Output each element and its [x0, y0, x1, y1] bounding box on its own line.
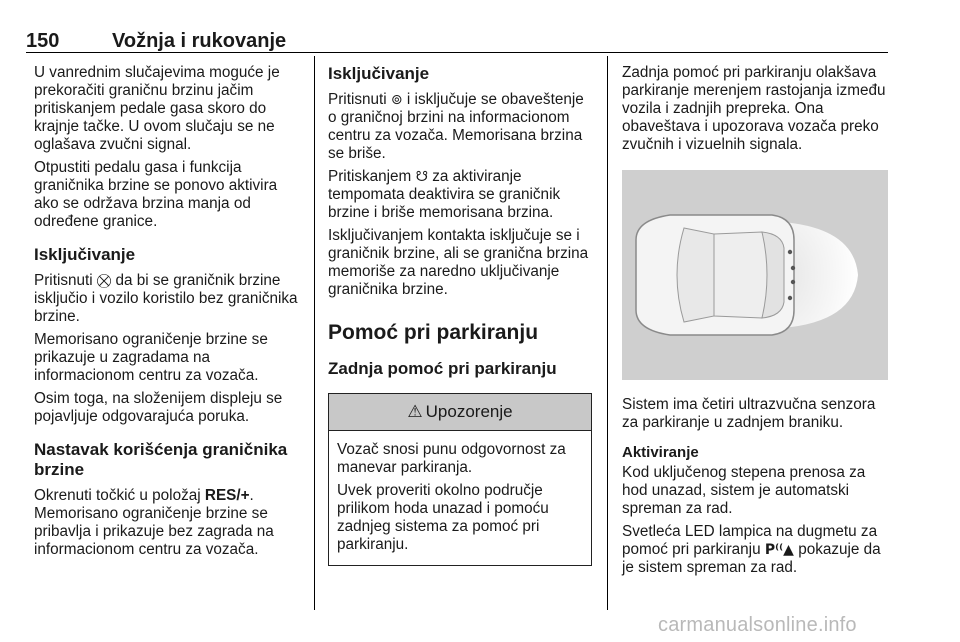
text: .	[249, 487, 254, 504]
warning-body	[329, 431, 591, 565]
paragraph: Vozač snosi punu odgovornost za manevar parkiranja.	[337, 441, 566, 476]
sub-heading: Zadnja pomoć pri parkiranju	[328, 359, 557, 378]
windshield-shape	[677, 228, 714, 322]
paragraph: Kod uključenog stepena prenosa za hod unazad, sistem je automatski spreman za rad.	[622, 464, 866, 517]
column-divider	[607, 56, 608, 610]
text: Okrenuti točkić u položaj	[34, 487, 201, 504]
text: Memorisano ograničenje brzine se pribavlja i prikazuje bez zagrada na informacionom centru za vozača.	[34, 505, 274, 558]
warning-box	[328, 393, 592, 566]
paragraph: Memorisano ograničenje brzine se prikazuje u zagradama na informacionom centru za vozača.	[34, 331, 268, 384]
column-left	[34, 64, 302, 564]
text: za aktiviranje tempomata deaktivira se graničnik brzine i briše memorisana brzina.	[328, 168, 561, 221]
sensor-dot	[788, 250, 792, 254]
cruise-control-icon: ☋	[415, 169, 428, 185]
section-heading: Isključivanje	[328, 64, 430, 83]
limiter-off-icon: ⛒	[96, 273, 112, 289]
column-middle	[328, 64, 592, 566]
sub-heading: Aktiviranje	[622, 444, 699, 461]
car-top-view-illustration	[622, 170, 888, 380]
text: Svetleća LED lampica na dugmetu za pomoć pri parkiranju	[622, 523, 878, 558]
roof-shape	[714, 232, 768, 318]
paragraph	[34, 487, 302, 559]
paragraph	[622, 523, 888, 577]
paragraph	[328, 91, 592, 163]
text: Pritiskanjem	[328, 168, 412, 185]
paragraph: Zadnja pomoć pri parkiranju olakšava parkiranje merenjem rastojanja između vozila i zadnjih prepreka. Ona obaveštava i upozorava vozača preko zvučnih i vizuelnih signala.	[622, 64, 886, 153]
paragraph: Sistem ima četiri ultrazvučna senzora za parkiranje u zadnjem braniku.	[622, 396, 876, 431]
page-title: Vožnja i rukovanje	[112, 30, 287, 52]
parking-assist-icon: P⁽⁽▲	[764, 542, 794, 558]
text: da bi se graničnik brzine isključio i vozilo koristilo bez graničnika brzine.	[34, 272, 298, 325]
sensor-dot	[791, 266, 795, 270]
column-right	[622, 64, 888, 582]
paragraph: Otpustiti pedalu gasa i funkcija graničnika brzine se ponovo aktivira ako se održava brzina manja od određene granice.	[34, 159, 278, 230]
sensor-dot	[791, 280, 795, 284]
paragraph: Isključivanjem kontakta isključuje se i graničnik brzine, ali se granična brzina memoriše za naredno uključivanje graničnika brzine.	[328, 227, 589, 298]
speed-limit-icon: ⊚	[390, 92, 403, 108]
warning-header	[329, 394, 591, 431]
page-number: 150	[26, 30, 60, 52]
column-divider	[314, 56, 315, 610]
parking-sensor-figure	[622, 170, 888, 380]
text: Pritisnuti	[34, 272, 93, 289]
paragraph: Uvek proveriti okolno područje prilikom hoda unazad i pomoću zadnjeg sistema za pomoć pri parkiranju.	[337, 482, 549, 553]
text: Pritisnuti	[328, 91, 387, 108]
section-heading: Nastavak korišćenja graničnika brzine	[34, 440, 288, 479]
watermark: carmanualsonline.info	[658, 614, 857, 636]
section-heading: Isključivanje	[34, 245, 136, 264]
page-header	[26, 14, 888, 53]
text: i isključuje se obaveštenje o graničnoj brzini na informacionom centru za vozača. Memorisana brzina se briše.	[328, 91, 584, 162]
sensor-dot	[788, 296, 792, 300]
chapter-heading: Pomoć pri parkiranju	[328, 321, 539, 344]
paragraph	[34, 272, 302, 326]
text: pokazuje da je sistem spreman za rad.	[622, 541, 881, 576]
paragraph	[328, 168, 592, 222]
paragraph: U vanrednim slučajevima moguće je prekoračiti graničnu brzinu jačim pritiskanjem pedale gasa skoro do krajnje tačke. U ovom slučaju se ne oglašava zvučni signal.	[34, 64, 280, 153]
paragraph: Osim toga, na složenijem displeju se pojavljuje odgovarajuća poruka.	[34, 390, 283, 425]
warning-icon: ⚠	[407, 402, 423, 422]
warning-title: Upozorenje	[425, 402, 513, 421]
bold-term: RES/+	[204, 487, 250, 504]
